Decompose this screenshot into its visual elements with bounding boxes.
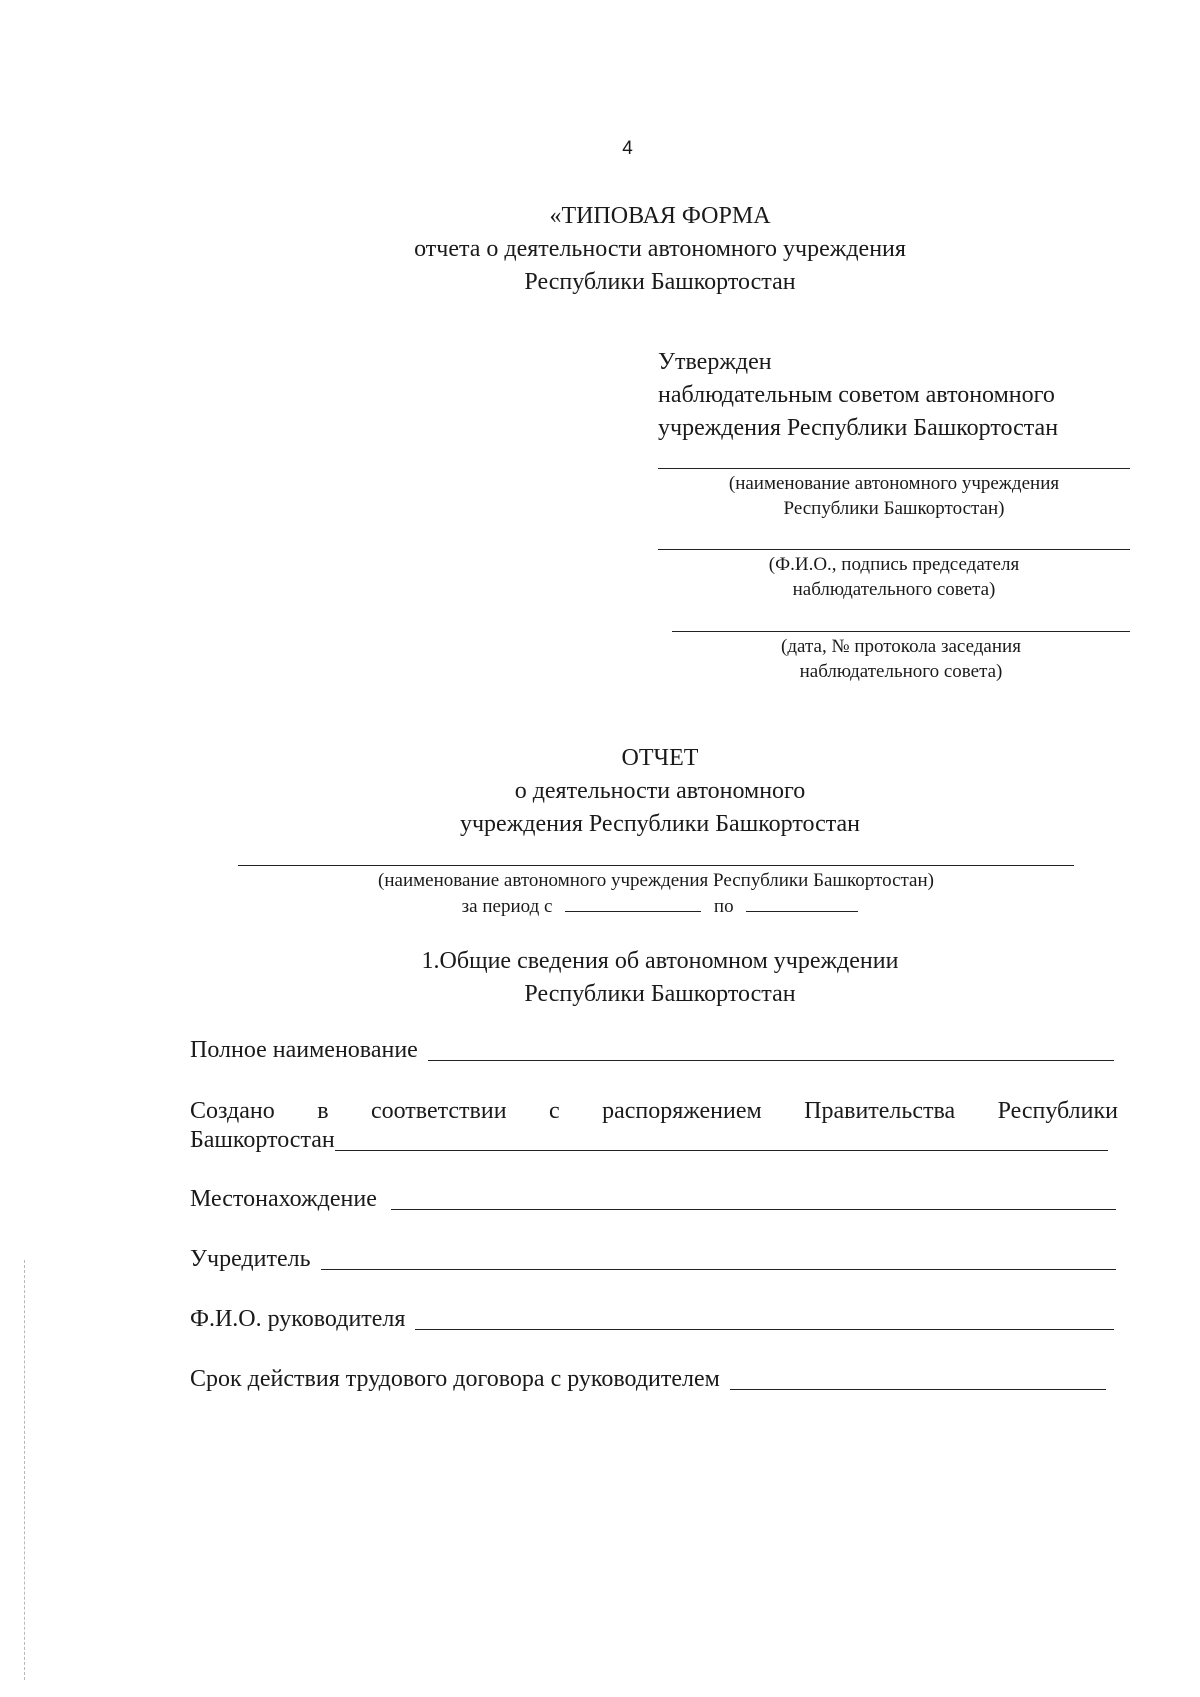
institution-name-hint-line1: (наименование автономного учреждения: [728, 473, 1060, 494]
institution-name-hint-line2: Республики Башкортостан): [783, 498, 1005, 519]
created-word: с: [548, 1098, 560, 1124]
report-institution-line[interactable]: [238, 865, 1074, 866]
created-word: в: [317, 1098, 329, 1124]
contract-term-field[interactable]: [730, 1367, 1106, 1390]
form-title: [300, 200, 1020, 299]
report-heading-line1: ОТЧЕТ: [621, 745, 699, 771]
approval-line2: наблюдательным советом автономного: [658, 382, 1055, 408]
full-name-field[interactable]: [428, 1038, 1114, 1061]
created-by-row2: [190, 1124, 1108, 1157]
contract-term-label: Срок действия трудового договора с руководителем: [190, 1366, 720, 1392]
report-heading-line2: о деятельности автономного: [514, 778, 806, 804]
chairman-signature-hint-line2: наблюдательного совета): [792, 579, 996, 600]
form-title-line3: Республики Башкортостан: [524, 269, 796, 295]
report-heading: [300, 742, 1020, 841]
period-from-field[interactable]: [565, 893, 701, 912]
form-title-line2: отчета о деятельности автономного учреждения: [414, 236, 906, 262]
approval-line3: учреждения Республики Башкортостан: [658, 415, 1059, 441]
approval-block: [658, 346, 1178, 445]
page-number: 4: [622, 138, 633, 159]
created-word: распоряжением: [602, 1098, 762, 1124]
protocol-date-line[interactable]: [672, 631, 1130, 632]
full-name-label: Полное наименование: [190, 1037, 418, 1063]
location-row: [190, 1183, 1116, 1216]
period-to-field[interactable]: [746, 893, 858, 912]
institution-name-line[interactable]: [658, 468, 1130, 469]
chairman-signature-hint: [658, 552, 1130, 602]
period-row: [300, 893, 1020, 919]
period-from-label: за период с: [461, 896, 553, 917]
protocol-date-hint-line1: (дата, № протокола заседания: [781, 636, 1021, 657]
founder-field[interactable]: [321, 1247, 1116, 1270]
section1-heading: [300, 945, 1020, 1011]
head-name-row: [190, 1303, 1114, 1336]
location-field[interactable]: [391, 1187, 1116, 1210]
created-word: соответствии: [370, 1098, 507, 1124]
head-name-label: Ф.И.О. руководителя: [190, 1306, 406, 1332]
founder-row: [190, 1243, 1116, 1276]
created-word: Создано: [190, 1098, 275, 1124]
full-name-row: [190, 1034, 1114, 1067]
chairman-signature-line[interactable]: [658, 549, 1130, 550]
created-by-label2: Башкортостан: [190, 1127, 335, 1153]
report-heading-line3: учреждения Республики Башкортостан: [459, 811, 861, 837]
protocol-date-hint-line2: наблюдательного совета): [799, 661, 1003, 682]
scan-margin-rule: [24, 1260, 25, 1680]
contract-term-row: [190, 1363, 1106, 1396]
created-word: Республики: [997, 1098, 1118, 1124]
report-institution-hint: (наименование автономного учреждения Республики Башкортостан): [378, 870, 934, 891]
created-by-field[interactable]: [335, 1128, 1108, 1151]
institution-name-hint: [658, 471, 1130, 521]
section1-heading-line1: 1.Общие сведения об автономном учреждении: [421, 948, 899, 974]
chairman-signature-hint-line1: (Ф.И.О., подпись председателя: [768, 554, 1020, 575]
approval-line1: Утвержден: [658, 349, 772, 375]
section1-heading-line2: Республики Башкортостан: [524, 981, 796, 1007]
founder-label: Учредитель: [190, 1246, 311, 1272]
location-label: Местонахождение: [190, 1186, 377, 1212]
created-word: Правительства: [804, 1098, 956, 1124]
head-name-field[interactable]: [415, 1307, 1114, 1330]
form-title-line1: «ТИПОВАЯ ФОРМА: [549, 203, 771, 229]
period-to-label: по: [713, 896, 734, 917]
protocol-date-hint: [672, 634, 1130, 684]
